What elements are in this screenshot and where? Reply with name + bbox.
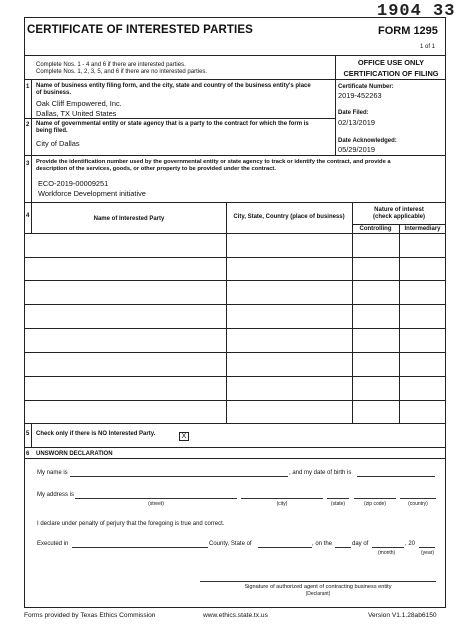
day-of-label: day of bbox=[352, 541, 369, 547]
col-header-nature-line-1: Nature of interest bbox=[374, 207, 424, 213]
state-sublabel: (state) bbox=[330, 501, 346, 507]
date-acknowledged-value: 05/29/2019 bbox=[338, 145, 375, 154]
governmental-entity-value: City of Dallas bbox=[36, 139, 80, 148]
business-entity-location: Dallas, TX United States bbox=[36, 109, 117, 118]
executed-in-label: Executed in bbox=[37, 541, 69, 547]
section-1-label-line-1: Name of business entity filing form, and the city, state and country of the business entity's place bbox=[36, 83, 311, 89]
section-3-label-line-2: description of the services, goods, or other property to be provided under the contract. bbox=[36, 166, 276, 172]
date-filed-label: Date Filed: bbox=[338, 110, 369, 116]
section-2-label-line-2: being filed. bbox=[36, 128, 68, 134]
date-of-birth-field[interactable] bbox=[357, 476, 435, 477]
page-title: CERTIFICATE OF INTERESTED PARTIES bbox=[27, 24, 253, 36]
date-acknowledged-label: Date Acknowledged: bbox=[338, 138, 397, 144]
state-field[interactable] bbox=[327, 498, 349, 499]
signature-label: Signature of authorized agent of contracting business entity bbox=[244, 584, 392, 590]
contract-description-value: Workforce Development initiative bbox=[38, 189, 146, 198]
section-2-number: 2 bbox=[26, 122, 30, 128]
section-1-number: 1 bbox=[26, 84, 30, 90]
business-entity-name: Oak Cliff Empowered, Inc. bbox=[36, 99, 122, 108]
instructions-line-1: Complete Nos. 1 - 4 and 6 if there are interested parties. bbox=[36, 62, 186, 68]
name-field[interactable] bbox=[70, 476, 288, 477]
cert-number-value: 2019-452263 bbox=[338, 91, 382, 100]
on-the-label: , on the bbox=[312, 541, 333, 547]
signature-field[interactable] bbox=[200, 581, 436, 582]
col-header-location: City, State, Country (place of business) bbox=[233, 214, 345, 220]
month-sublabel: (month) bbox=[378, 550, 396, 556]
contract-id-value: ECO-2019-00009251 bbox=[38, 179, 109, 188]
zip-field[interactable] bbox=[354, 498, 396, 499]
county-state-label: County, State of bbox=[209, 541, 252, 547]
month-field[interactable] bbox=[372, 547, 404, 548]
city-sublabel: (city) bbox=[276, 501, 288, 507]
instructions-line-2: Complete Nos. 1, 2, 3, 5, and 6 if there are no interested parties. bbox=[36, 69, 208, 75]
section-2-label-line-1: Name of governmental entity or state agency that is a party to the contract for which the form is bbox=[36, 121, 309, 127]
year-prefix-label: , 20 bbox=[405, 541, 416, 547]
section-1-label-line-2: of business. bbox=[36, 90, 72, 96]
section-5-number: 5 bbox=[26, 431, 30, 437]
footer-version: Version V1.1.28ab6150 bbox=[368, 612, 437, 619]
country-sublabel: (country) bbox=[408, 501, 428, 507]
section-4-number: 4 bbox=[26, 213, 30, 219]
footer-website: www.ethics.state.tx.us bbox=[203, 612, 268, 619]
col-header-controlling: Controlling bbox=[359, 226, 392, 232]
section-3-label-line-1: Provide the identification number used by the governmental entity or state agency to track or identify the contract, and provide a bbox=[36, 159, 391, 165]
section-5-label: Check only if there is NO Interested Party. bbox=[36, 431, 156, 437]
year-field[interactable] bbox=[419, 547, 435, 548]
col-header-nature-line-2: (check applicable) bbox=[372, 214, 426, 220]
col-header-intermediary: Intermediary bbox=[404, 226, 441, 232]
county-field[interactable] bbox=[72, 547, 208, 548]
section-6-title: UNSWORN DECLARATION bbox=[36, 451, 113, 457]
date-filed-value: 02/13/2019 bbox=[338, 118, 375, 127]
declarant-label: (Declarant) bbox=[305, 591, 331, 597]
state-of-field[interactable] bbox=[258, 547, 312, 548]
city-field[interactable] bbox=[241, 498, 323, 499]
office-use-title: OFFICE USE ONLY bbox=[357, 58, 425, 67]
zip-sublabel: (zip code) bbox=[364, 501, 386, 507]
date-of-birth-label: , and my date of birth is bbox=[289, 470, 352, 476]
section-3-number: 3 bbox=[26, 161, 30, 167]
day-field[interactable] bbox=[335, 547, 351, 548]
country-field[interactable] bbox=[400, 498, 436, 499]
cert-number-label: Certificate Number: bbox=[338, 84, 394, 90]
perjury-statement: I declare under penalty of perjury that the foregoing is true and correct. bbox=[37, 521, 225, 527]
certification-of-filing-title: CERTIFICATION OF FILING bbox=[343, 69, 439, 78]
footer-provider: Forms provided by Texas Ethics Commission bbox=[24, 612, 156, 619]
page-of: 1 of 1 bbox=[420, 44, 436, 50]
my-name-is-label: My name is bbox=[37, 470, 68, 476]
col-header-interested-party: Name of Interested Party bbox=[93, 216, 165, 222]
stamp-number: 1904 33 bbox=[377, 2, 456, 21]
no-interested-party-checkbox[interactable]: X bbox=[179, 432, 189, 441]
my-address-is-label: My address is bbox=[37, 492, 75, 498]
year-sublabel: (year) bbox=[421, 550, 435, 556]
form-label: FORM 1295 bbox=[378, 25, 438, 37]
street-field[interactable] bbox=[75, 498, 237, 499]
street-sublabel: (street) bbox=[148, 501, 164, 507]
section-6-number: 6 bbox=[26, 451, 30, 457]
